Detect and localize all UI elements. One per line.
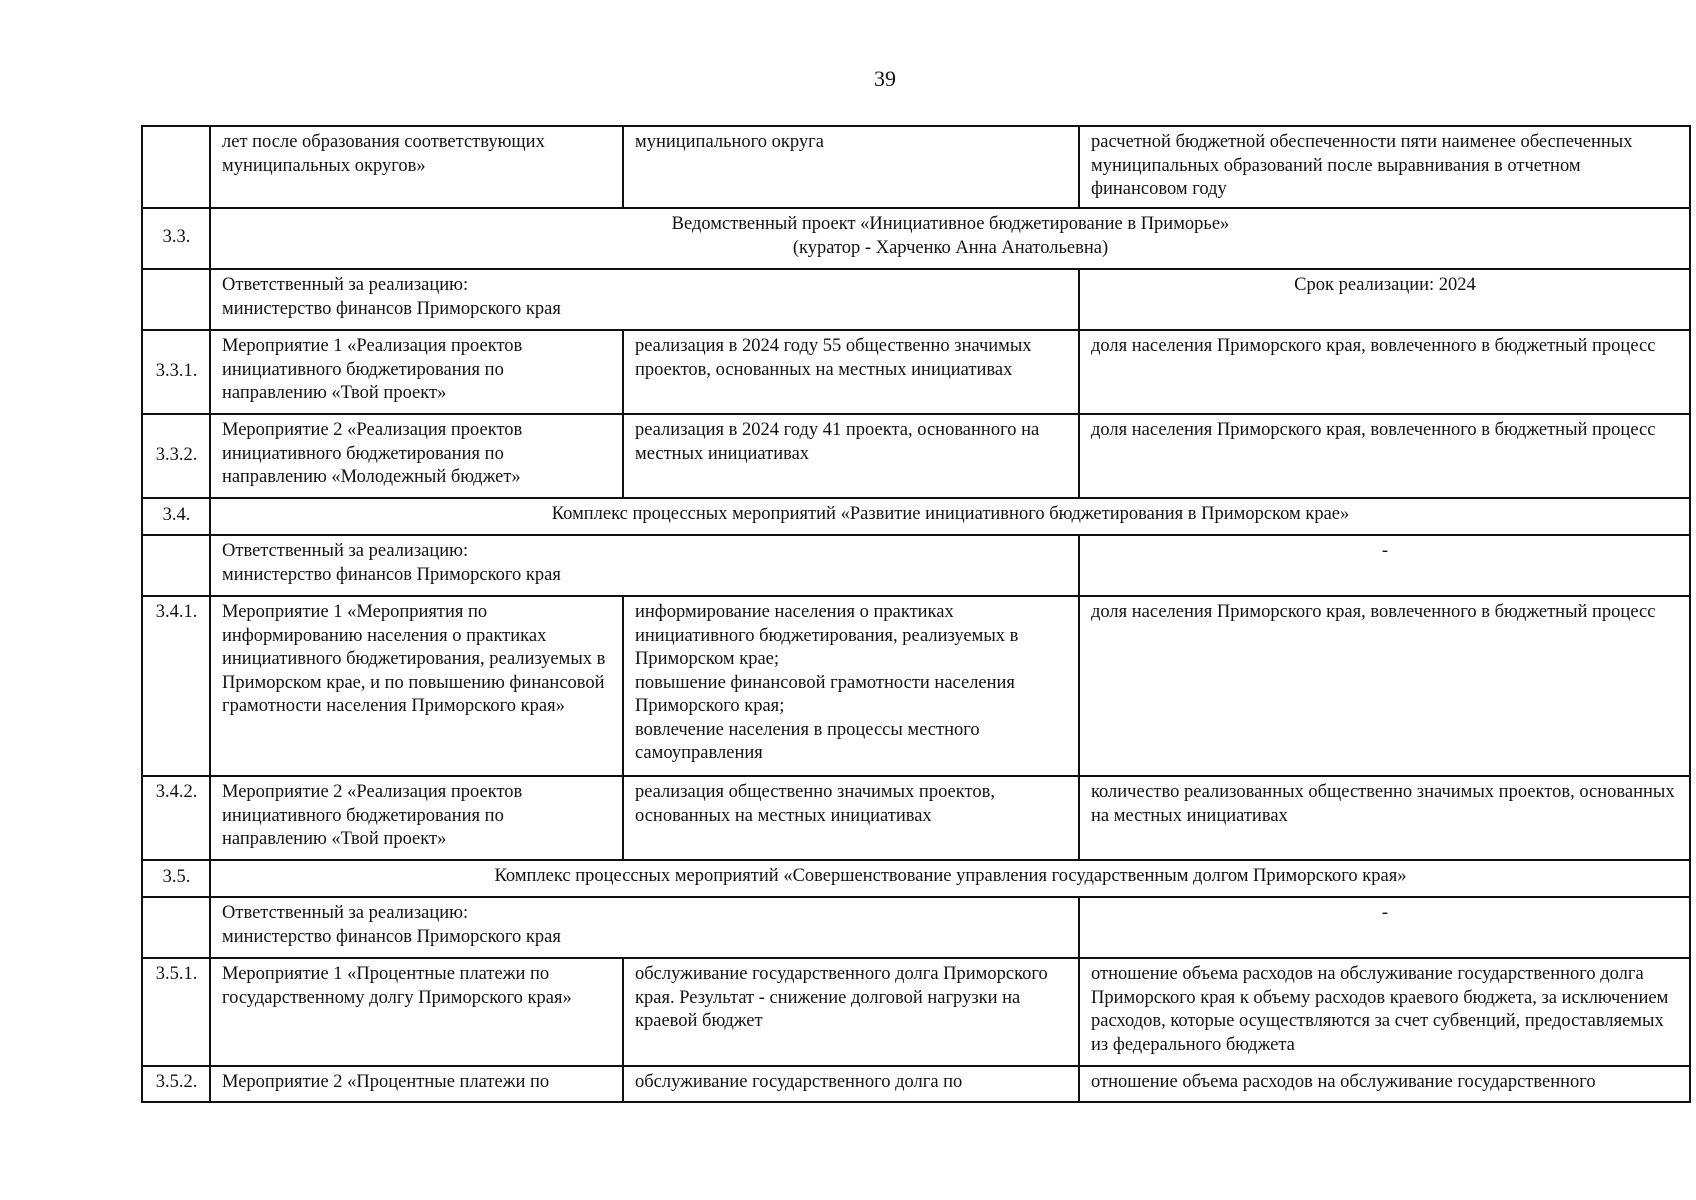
result-cell: муниципального округа <box>623 126 1079 208</box>
row-number-cell: 3.5.2. <box>142 1066 210 1102</box>
result-cell: реализация в 2024 году 41 проекта, основанного на местных инициативах <box>623 414 1079 498</box>
table-row-3-5-1 <box>142 958 1690 1066</box>
table-row-3-4-1 <box>142 596 1690 776</box>
result-cell: реализация в 2024 году 55 общественно значимых проектов, основанных на местных инициативах <box>623 330 1079 414</box>
row-number-cell: 3.3.2. <box>142 414 210 498</box>
section-number-cell: 3.4. <box>142 498 210 535</box>
indicator-cell: количество реализованных общественно значимых проектов, основанных на местных инициативах <box>1079 776 1690 860</box>
section-row-3-3 <box>142 208 1690 269</box>
row-number-cell <box>142 897 210 958</box>
section-row-3-4 <box>142 498 1690 535</box>
term-cell: - <box>1079 535 1690 596</box>
table-row-3-3-1 <box>142 330 1690 414</box>
event-cell: Мероприятие 2 «Процентные платежи по <box>210 1066 623 1102</box>
indicator-cell: доля населения Приморского края, вовлеченного в бюджетный процесс <box>1079 330 1690 414</box>
indicator-cell: доля населения Приморского края, вовлеченного в бюджетный процесс <box>1079 414 1690 498</box>
section-title-line-2: (куратор - Харченко Анна Анатольевна) <box>792 237 1109 258</box>
term-cell: Срок реализации: 2024 <box>1079 269 1690 330</box>
event-cell: Мероприятие 2 «Реализация проектов инициативного бюджетирования по направлению «Молодежный бюджет» <box>210 414 623 498</box>
responsible-row-3-4 <box>142 535 1690 596</box>
result-cell: информирование населения о практиках инициативного бюджетирования, реализуемых в Приморском крае; повышение финансовой грамотности населения Приморского края; вовлечение населения в процессы местного самоуправления <box>623 596 1079 776</box>
indicator-cell: отношение объема расходов на обслуживание государственного <box>1079 1066 1690 1102</box>
program-table <box>141 125 1691 1103</box>
indicator-cell: отношение объема расходов на обслуживание государственного долга Приморского края к объему расходов краевого бюджета, за исключением расходов, которые осуществляются за счет субвенций, предоставляемых из федерального бюджета <box>1079 958 1690 1066</box>
row-number-cell <box>142 126 210 208</box>
event-cell: Мероприятие 1 «Процентные платежи по государственному долгу Приморского края» <box>210 958 623 1066</box>
responsible-cell: Ответственный за реализацию: министерство финансов Приморского края <box>210 269 1079 330</box>
row-number-cell: 3.4.1. <box>142 596 210 776</box>
indicator-cell: расчетной бюджетной обеспеченности пяти наименее обеспеченных муниципальных образований после выравнивания в отчетном финансовом году <box>1079 126 1690 208</box>
responsible-row-3-3 <box>142 269 1690 330</box>
row-number-cell: 3.3.1. <box>142 330 210 414</box>
event-cell: Мероприятие 1 «Реализация проектов инициативного бюджетирования по направлению «Твой проект» <box>210 330 623 414</box>
result-cell: обслуживание государственного долга Приморского края. Результат - снижение долговой нагрузки на краевой бюджет <box>623 958 1079 1066</box>
row-number-cell: 3.5.1. <box>142 958 210 1066</box>
row-number-cell <box>142 269 210 330</box>
table-row-3-3-2 <box>142 414 1690 498</box>
table-row-3-4-2 <box>142 776 1690 860</box>
section-title-cell: Комплекс процессных мероприятий «Развитие инициативного бюджетирования в Приморском крае» <box>210 498 1690 535</box>
section-title-cell <box>210 208 1690 269</box>
section-number-cell: 3.5. <box>142 860 210 897</box>
event-cell: лет после образования соответствующих муниципальных округов» <box>210 126 623 208</box>
result-cell: реализация общественно значимых проектов, основанных на местных инициативах <box>623 776 1079 860</box>
row-number-cell: 3.4.2. <box>142 776 210 860</box>
section-title-line-1: Ведомственный проект «Инициативное бюджетирование в Приморье» <box>671 214 1230 234</box>
responsible-cell: Ответственный за реализацию: министерство финансов Приморского края <box>210 897 1079 958</box>
event-cell: Мероприятие 1 «Мероприятия по информированию населения о практиках инициативного бюджетирования, реализуемых в Приморском крае, и по повышению финансовой грамотности населения Приморского края» <box>210 596 623 776</box>
section-title-cell: Комплекс процессных мероприятий «Совершенствование управления государственным долгом Приморского края» <box>210 860 1690 897</box>
table-row-continuation <box>142 126 1690 208</box>
section-number-cell: 3.3. <box>142 208 210 269</box>
responsible-cell: Ответственный за реализацию: министерство финансов Приморского края <box>210 535 1079 596</box>
row-number-cell <box>142 535 210 596</box>
event-cell: Мероприятие 2 «Реализация проектов инициативного бюджетирования по направлению «Твой проект» <box>210 776 623 860</box>
result-cell: обслуживание государственного долга по <box>623 1066 1079 1102</box>
term-cell: - <box>1079 897 1690 958</box>
page-number: 39 <box>874 66 896 91</box>
indicator-cell: доля населения Приморского края, вовлеченного в бюджетный процесс <box>1079 596 1690 776</box>
section-row-3-5 <box>142 860 1690 897</box>
responsible-row-3-5 <box>142 897 1690 958</box>
table-row-3-5-2 <box>142 1066 1690 1102</box>
